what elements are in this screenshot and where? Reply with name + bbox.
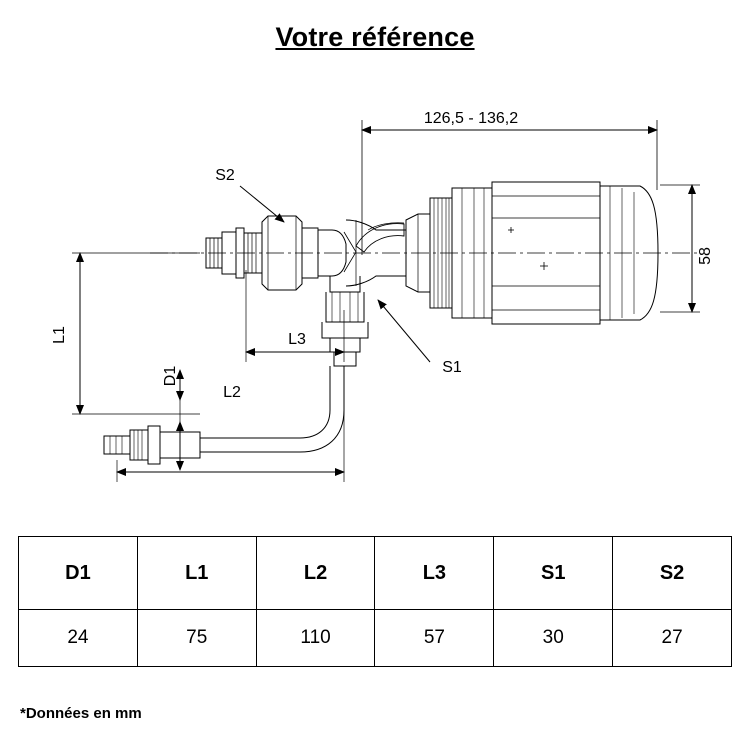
dim-d1: D1 [162, 365, 179, 387]
dim-s2: S2 [215, 167, 235, 184]
technical-drawing [0, 70, 750, 520]
table-cell: 27 [613, 610, 732, 667]
dim-l1: L1 [51, 326, 68, 344]
table-cell: 24 [19, 610, 138, 667]
dim-overall-length: 126,5 - 136,2 [423, 110, 519, 127]
table-cell: 57 [375, 610, 494, 667]
table-cell: 75 [137, 610, 256, 667]
table-header-cell: S1 [494, 537, 613, 610]
spec-table [18, 536, 732, 667]
table-header-cell: L1 [137, 537, 256, 610]
table-header-cell: D1 [19, 537, 138, 610]
table-cell: 30 [494, 610, 613, 667]
dim-s1: S1 [442, 359, 462, 376]
dim-height: 58 [697, 247, 714, 265]
table-header-cell: S2 [613, 537, 732, 610]
footnote: *Données en mm [20, 705, 142, 722]
table-cell: 110 [256, 610, 375, 667]
dim-l2: L2 [223, 384, 241, 401]
page-title: Votre référence [275, 22, 475, 52]
table-header-cell: L3 [375, 537, 494, 610]
dim-l3: L3 [288, 331, 306, 348]
table-header-row [19, 537, 732, 610]
table-header-cell: L2 [256, 537, 375, 610]
table-row [19, 610, 732, 667]
